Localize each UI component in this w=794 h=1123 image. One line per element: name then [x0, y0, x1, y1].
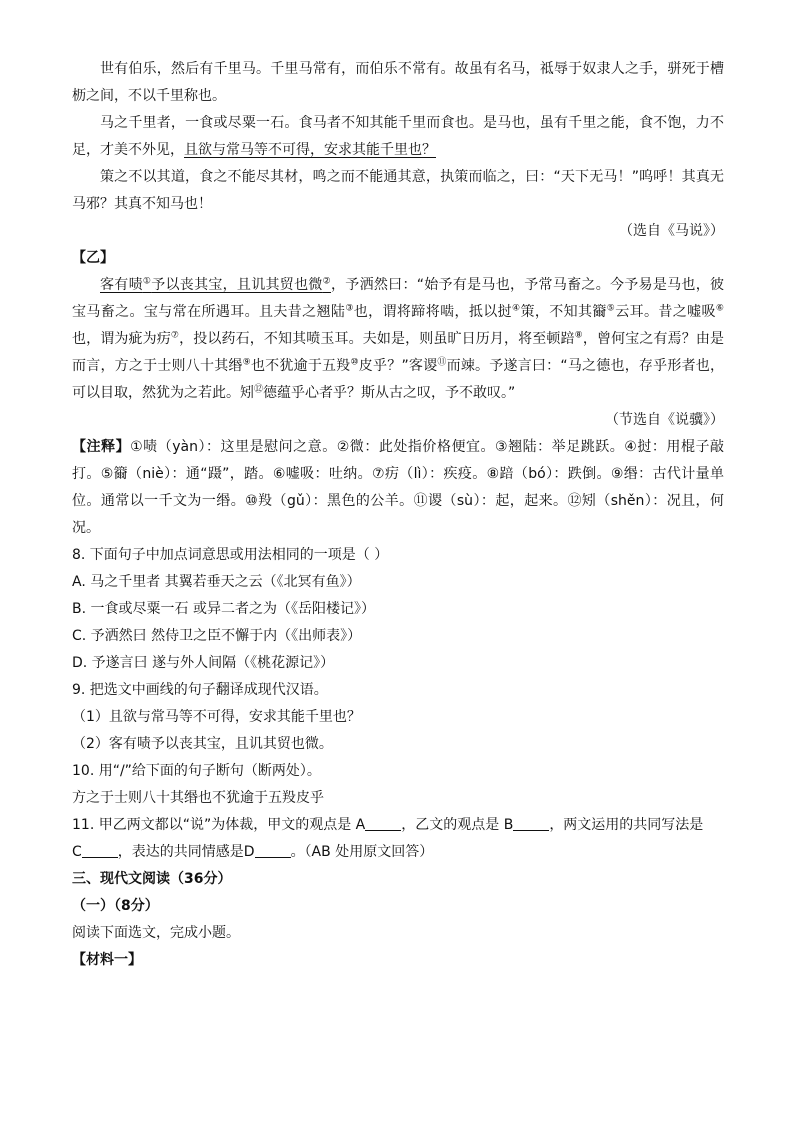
yi-seg-1: 客有啧 [100, 277, 143, 293]
section-3-instruction: 阅读下面选文，完成小题。 [72, 925, 240, 941]
note-ref-6: ⑥ [715, 303, 724, 314]
yi-seg-12: 而竦。予遂言曰：“马之德也，存乎形者也，可以目取，然犹为之若此。矧 [72, 358, 725, 401]
document-page [72, 56, 724, 974]
note-ref-1: ① [142, 276, 152, 287]
note-ref-8: ⑧ [574, 330, 583, 341]
yi-source: （节选自《说骥》） [605, 412, 724, 428]
question-8-option-a: A. 马之千里者 其翼若垂天之云（《北冥有鱼》） [72, 574, 361, 590]
question-8-option-c: C. 予洒然曰 然侍卫之臣不懈于内（《出师表》） [72, 628, 362, 644]
yi-paragraph [72, 272, 724, 407]
q11-text-c: ，两文运用的共同写法是 [549, 817, 704, 833]
question-8: 8. 下面句子中加点词意思或用法相同的一项是（ ） [72, 547, 389, 563]
note-ref-11: ⑪ [437, 357, 447, 368]
material-1-heading: 【材料一】 [72, 952, 142, 968]
q11-text-b: ，乙文的观点是 B [401, 817, 514, 833]
jia-paragraph-1: 世有伯乐，然后有千里马。千里马常有，而伯乐不常有。故虽有名马，祗辱于奴隶人之手，骈死于槽枥之间，不以千里称也。 [72, 61, 724, 104]
answer-blank-b[interactable] [513, 816, 549, 831]
yi-seg-8: ，投以药石，不知其喷玉耳。夫如是，则虽旷日历月，将至顿踣 [179, 331, 575, 347]
note-ref-10: ⑩ [350, 357, 359, 368]
question-9: 9. 把选文中画线的句子翻译成现代汉语。 [72, 682, 328, 698]
notes-label: 【注释】 [72, 439, 131, 455]
yi-heading: 【乙】 [72, 250, 114, 266]
yi-seg-2: 予以丧其宝，且讥其贸也微 [151, 277, 323, 293]
jia-source: （选自《马说》） [619, 223, 724, 239]
question-8-option-b: B. 一食或尽粟一石 或异二者之为（《岳阳楼记》） [72, 601, 375, 617]
jia-paragraph-3: 策之不以其道，食之不能尽其材，鸣之而不能通其意，执策而临之，曰：“天下无马！”呜呼！其真无马邪？其真不知马也！ [72, 169, 724, 212]
question-9-item-1: （1）且欲与常马等不可得，安求其能千里也？ [72, 709, 361, 725]
question-10-sentence: 方之于士则八十其缗也不犹逾于五羖皮乎 [72, 790, 324, 806]
question-9-item-2: （2）客有啧予以丧其宝，且讥其贸也微。 [72, 736, 333, 752]
question-10: 10. 用“/”给下面的句子断句（断两处）。 [72, 763, 321, 779]
question-11 [72, 812, 724, 866]
yi-seg-9: ，曾何宝之有焉？由是而言，方之于士则八十其缗 [72, 331, 725, 374]
yi-seg-6: 云耳。昔之嘘吸 [615, 304, 716, 320]
answer-blank-c[interactable] [82, 843, 118, 858]
notes-text: ①啧（yàn）：这里是慰问之意。②微：此处指价格便宜。③翘陆：举足跳跃。④挝：用棍子敲打。⑤籋（niè）：通“蹑”，踏。⑥嘘吸：吐纳。⑦疠（lì）：疾疫。⑧踣（bó）：跌倒。⑨缗：古代计量单位。通常以一千文为一缗。⑩羖（gǔ）：黑色的公羊。⑪谡（sù）：起，起来。⑫矧（shěn）：况且，何况。 [72, 439, 724, 536]
yi-seg-10: 也不犹逾于五羖 [250, 358, 351, 374]
q11-text-f: 。（AB 处用原文回答） [290, 844, 434, 860]
q11-text-d: C [72, 844, 82, 860]
notes [72, 434, 724, 542]
jia-underlined-sentence: 且欲与常马等不可得，安求其能千里也？ [184, 142, 436, 158]
q11-text-e: ，表达的共同情感是D [117, 844, 255, 860]
yi-seg-3: ，予洒然曰：“始予有是马也，予常马畜之。今予易是马也，彼宝马畜之。宝与常在所遇耳。且夫昔之翘陆 [72, 277, 724, 320]
yi-seg-13: 德蕴乎心者乎？斯从古之叹，予不敢叹。” [263, 385, 516, 401]
note-ref-12: ⑫ [254, 384, 264, 395]
yi-seg-4: 也，谓将蹄将啮，抵以挝 [353, 304, 512, 320]
yi-seg-5: 策，不知其籋 [520, 304, 607, 320]
note-ref-4: ④ [512, 303, 521, 314]
jia-paragraph-2 [72, 110, 724, 164]
yi-underlined-1 [100, 277, 331, 293]
answer-blank-a[interactable] [365, 816, 401, 831]
section-3-subtitle: （一）（8分） [72, 898, 159, 914]
q11-text-a: 11. 甲乙两文都以“说”为体裁，甲文的观点是 A [72, 817, 366, 833]
note-ref-3: ③ [345, 303, 354, 314]
note-ref-5: ⑤ [606, 303, 616, 314]
note-ref-2: ② [322, 276, 332, 287]
answer-blank-d[interactable] [255, 843, 291, 858]
note-ref-9: ⑨ [242, 357, 251, 368]
yi-seg-7: 也，谓为疵为疠 [72, 331, 171, 347]
yi-seg-11: 皮乎？”客谡 [358, 358, 438, 374]
jia-paragraph-2-text: 马之千里者，一食或尽粟一石。食马者不知其能千里而食也。是马也，虽有千里之能，食不饱，力不足，才美不外见， [72, 115, 724, 158]
note-ref-7: ⑦ [170, 330, 180, 341]
question-8-option-d: D. 予遂言曰 遂与外人间隔（《桃花源记》） [72, 655, 335, 671]
section-3-title: 三、现代文阅读（36分） [72, 871, 232, 887]
